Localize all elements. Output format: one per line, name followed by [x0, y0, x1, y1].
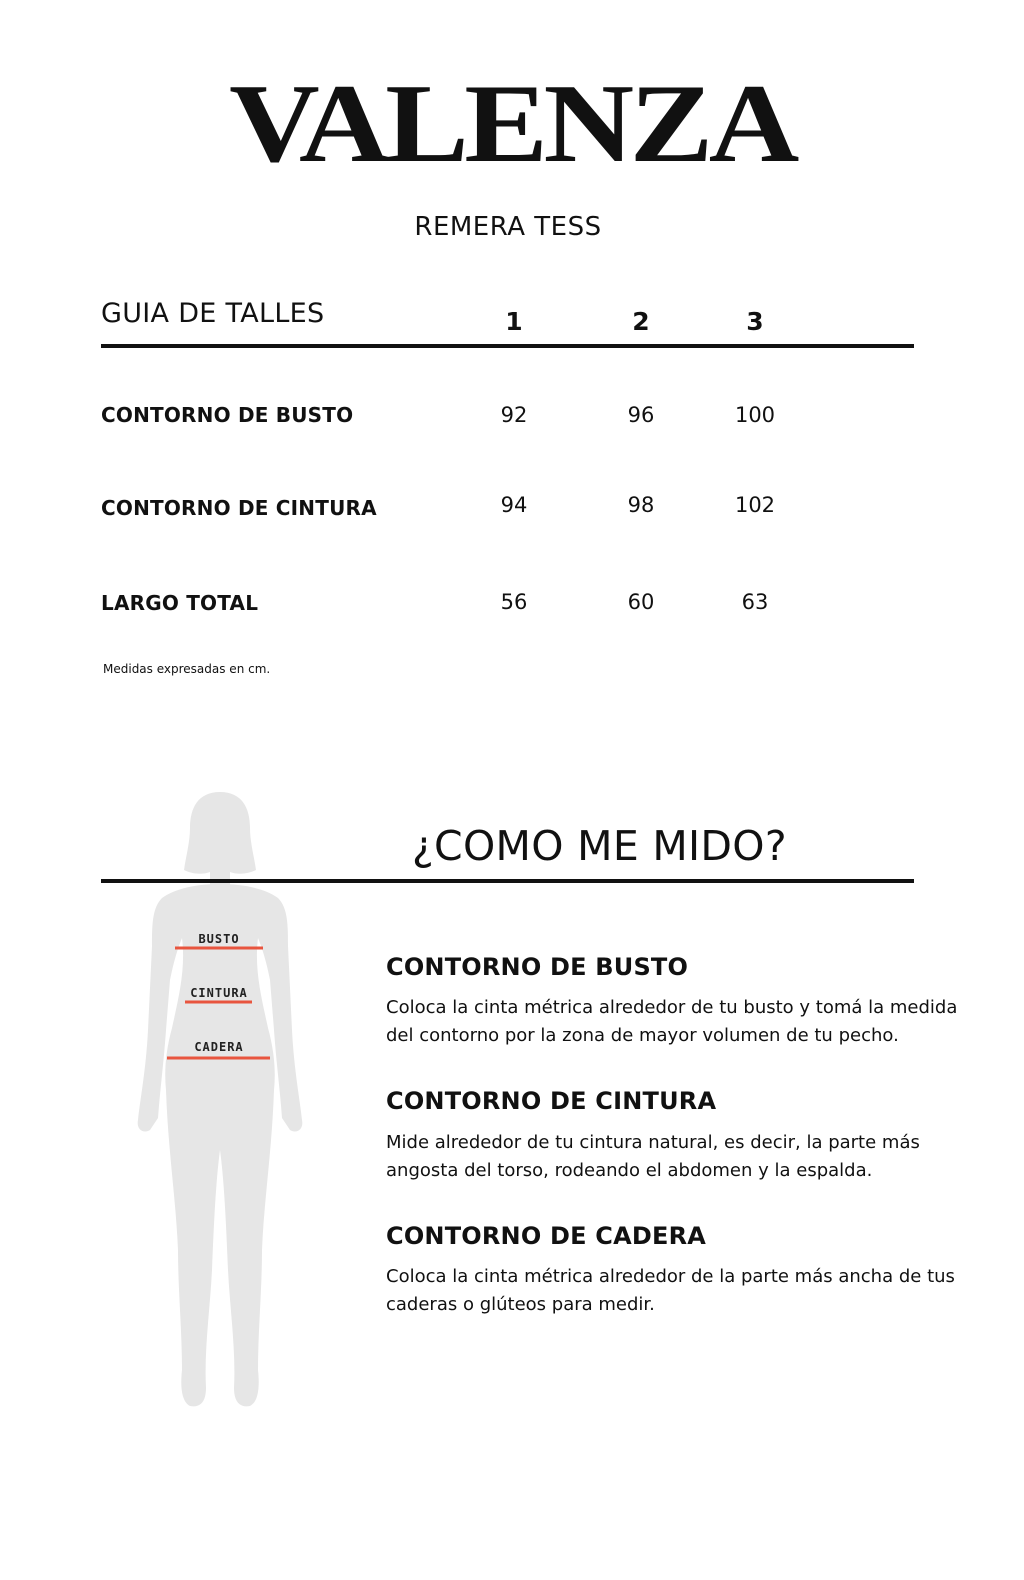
section-title-waist: CONTORNO DE CINTURA — [386, 1087, 717, 1115]
row-label-bust: CONTORNO DE BUSTO — [101, 403, 354, 427]
section-text-waist — [386, 1129, 986, 1185]
figure-label-bust: BUSTO — [198, 932, 240, 946]
bust-size-3: 100 — [734, 403, 776, 427]
how-to-measure-title: ¿COMO ME MIDO? — [412, 822, 787, 870]
section-text-hip-line-1: Coloca la cinta métrica alrededor de la parte más ancha de tus — [386, 1266, 955, 1287]
bust-size-1: 92 — [500, 403, 528, 427]
figure-label-hip: CADERA — [194, 1040, 244, 1054]
table-header-divider — [101, 344, 914, 348]
size-header-3: 3 — [746, 307, 764, 336]
size-guide-title: GUIA DE TALLES — [101, 298, 325, 329]
section-text-hip — [386, 1263, 986, 1319]
units-note: Medidas expresadas en cm. — [103, 662, 271, 676]
length-size-1: 56 — [500, 590, 528, 614]
how-to-divider — [101, 879, 914, 883]
section-text-waist-line-2: angosta del torso, rodeando el abdomen y la espalda. — [386, 1160, 873, 1181]
brand-logo: VALENZA — [229, 62, 795, 186]
length-size-3: 63 — [741, 590, 769, 614]
section-text-waist-line-1: Mide alrededor de tu cintura natural, es decir, la parte más — [386, 1132, 920, 1153]
section-text-bust-line-2: del contorno por la zona de mayor volumen de tu pecho. — [386, 1025, 899, 1046]
waist-size-2: 98 — [627, 493, 655, 517]
size-header-2: 2 — [632, 307, 650, 336]
section-title-bust: CONTORNO DE BUSTO — [386, 953, 689, 981]
waist-size-3: 102 — [734, 493, 776, 517]
section-text-bust-line-1: Coloca la cinta métrica alrededor de tu busto y tomá la medida — [386, 997, 958, 1018]
waist-size-1: 94 — [500, 493, 528, 517]
product-name: REMERA TESS — [414, 212, 602, 242]
section-text-hip-line-2: caderas o glúteos para medir. — [386, 1294, 655, 1315]
size-header-1: 1 — [505, 307, 523, 336]
bust-size-2: 96 — [627, 403, 655, 427]
section-title-hip: CONTORNO DE CADERA — [386, 1222, 707, 1250]
section-text-bust — [386, 994, 986, 1050]
body-silhouette-figure — [120, 780, 320, 1420]
row-label-waist: CONTORNO DE CINTURA — [101, 496, 377, 520]
length-size-2: 60 — [627, 590, 655, 614]
figure-label-waist: CINTURA — [190, 986, 248, 1000]
row-label-length: LARGO TOTAL — [101, 591, 259, 615]
